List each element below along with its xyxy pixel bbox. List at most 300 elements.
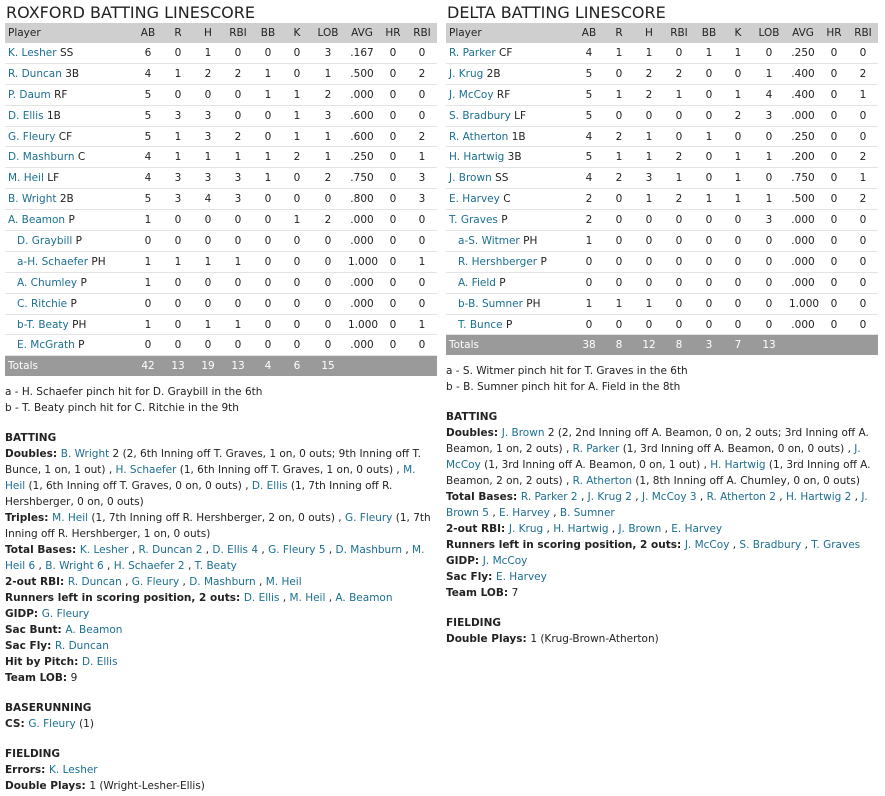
stat-cell: 0 — [604, 231, 634, 252]
player-link[interactable]: a-H. Schaefer — [17, 255, 89, 268]
table-row — [5, 231, 437, 252]
player-link[interactable]: B. Wright 6 — [45, 560, 104, 573]
stat-cell: 1 — [634, 293, 664, 314]
player-link[interactable]: D. Ellis — [251, 480, 288, 493]
stat-text: , — [631, 491, 642, 504]
player-link[interactable]: G. Fleury 5 — [268, 544, 326, 557]
stat-cell: 0 — [253, 43, 283, 63]
stat-cell: 1 — [634, 147, 664, 168]
player-cell — [5, 231, 133, 252]
stat-text: , — [184, 560, 195, 573]
player-link[interactable]: R. Duncan — [67, 576, 122, 589]
player-link[interactable]: R. Hershberger — [458, 255, 538, 268]
player-link[interactable]: J. McCoy — [449, 88, 494, 101]
player-link[interactable]: E. Harvey — [449, 193, 500, 206]
stat-cell: 1 — [604, 84, 634, 105]
stat-cell: 3 — [223, 168, 253, 189]
player-position: P — [70, 297, 77, 310]
player-link[interactable]: E. McGrath — [17, 339, 75, 352]
stat-text: (1) — [75, 718, 94, 731]
stat-cell: 0 — [694, 105, 724, 126]
stat-cell: .000 — [345, 272, 379, 293]
stat-cell: .400 — [786, 84, 820, 105]
player-link[interactable]: S. Bradbury — [739, 539, 802, 552]
player-link[interactable]: R. Duncan 2 — [138, 544, 203, 557]
stat-cell: 0 — [407, 105, 437, 126]
stat-cell: 0 — [848, 231, 878, 252]
delta-stat-sections — [446, 409, 878, 647]
player-link[interactable]: b-T. Beaty — [17, 318, 69, 331]
stat-cell: 0 — [379, 189, 407, 210]
stat-cell: 0 — [694, 272, 724, 293]
stat-cell: 2 — [604, 126, 634, 147]
player-link[interactable]: R. Duncan — [8, 67, 62, 80]
stat-cell: 1 — [193, 314, 223, 335]
player-cell — [446, 43, 574, 63]
player-link[interactable]: H. Schaefer 2 — [113, 560, 185, 573]
stat-text: , — [255, 576, 266, 589]
player-link[interactable]: J. McCoy — [684, 539, 730, 552]
player-cell — [5, 147, 133, 168]
stat-cell: .500 — [786, 189, 820, 210]
player-position: C — [503, 193, 511, 206]
player-link[interactable]: B. Sumner — [559, 507, 615, 520]
stat-cell: 1 — [163, 251, 193, 272]
stat-cell: 0 — [634, 314, 664, 335]
player-link[interactable]: A. Beamon — [335, 592, 393, 605]
player-link[interactable]: A. Chumley — [17, 276, 78, 289]
stat-cell: 0 — [253, 335, 283, 356]
stat-text: (1, 3rd Inning off A. Beamon, 2 on, 2 outs) , — [446, 459, 871, 488]
stat-line — [5, 762, 437, 778]
stat-cell: 0 — [223, 293, 253, 314]
stat-cell: 4 — [752, 84, 786, 105]
stat-cell: .000 — [786, 314, 820, 335]
stat-cell: 0 — [193, 335, 223, 356]
stat-cell: 0 — [407, 43, 437, 63]
stat-cell: 0 — [848, 210, 878, 231]
stat-cell: 0 — [604, 272, 634, 293]
stat-cell: 1 — [311, 147, 345, 168]
player-link[interactable]: K. Lesher — [79, 544, 129, 557]
stat-cell: 2 — [664, 63, 694, 84]
stat-cell: 1 — [283, 210, 311, 231]
stat-cell: 0 — [724, 293, 752, 314]
stat-text: , — [549, 507, 560, 520]
stat-line — [5, 670, 437, 686]
player-position: P — [78, 339, 85, 352]
stat-cell: 1 — [604, 293, 634, 314]
stat-cell: 2 — [664, 147, 694, 168]
stat-cell: 1 — [223, 314, 253, 335]
player-link[interactable]: A. Beamon — [65, 624, 123, 637]
stat-cell: 0 — [163, 43, 193, 63]
stat-cell: .500 — [345, 63, 379, 84]
player-link[interactable]: T. Bunce — [458, 318, 503, 331]
stat-text: , — [402, 544, 413, 557]
column-header: AVG — [792, 27, 814, 39]
stat-cell: 0 — [664, 272, 694, 293]
stat-cell: 0 — [694, 314, 724, 335]
player-link[interactable]: E. Harvey — [496, 571, 547, 584]
stat-cell: 0 — [311, 189, 345, 210]
player-position: 3B — [507, 151, 522, 164]
stat-cell: 0 — [283, 335, 311, 356]
column-header: H — [204, 27, 212, 39]
stat-cell: 0 — [163, 314, 193, 335]
stat-cell: 5 — [133, 126, 163, 147]
stat-cell: 0 — [253, 189, 283, 210]
stat-cell: 0 — [604, 251, 634, 272]
player-position: 2B — [486, 67, 501, 80]
player-link[interactable]: R. Parker 2 — [520, 491, 578, 504]
stat-cell: 3 — [407, 168, 437, 189]
player-link[interactable]: M. Heil 6 — [5, 544, 425, 573]
player-link[interactable]: J. Krug — [449, 67, 484, 80]
totals-cell — [345, 356, 379, 376]
stat-cell: 0 — [848, 293, 878, 314]
stat-cell: 0 — [311, 335, 345, 356]
totals-cell — [379, 356, 407, 376]
stat-text: , — [851, 491, 862, 504]
player-link[interactable]: S. Bradbury — [449, 109, 511, 122]
stat-text: (1, 7th Inning off R. Hershberger, 0 on, 0 outs) — [5, 480, 393, 509]
player-link[interactable]: T. Graves — [449, 214, 498, 227]
stat-text: , — [661, 523, 672, 536]
player-link[interactable]: R. Parker — [449, 46, 496, 59]
player-link[interactable]: J. Krug 2 — [587, 491, 632, 504]
totals-row — [5, 356, 437, 376]
player-link[interactable]: J. Brown 5 — [446, 491, 868, 520]
stat-cell: 0 — [820, 251, 848, 272]
stat-cell: 2 — [848, 147, 878, 168]
delta-column — [446, 0, 878, 647]
stat-cell: 0 — [664, 251, 694, 272]
table-header-row — [446, 23, 878, 43]
stat-cell: 1 — [724, 168, 752, 189]
stat-cell: 0 — [724, 63, 752, 84]
player-link[interactable]: A. Field — [458, 276, 496, 289]
stat-cell: 2 — [574, 210, 604, 231]
stat-cell: 2 — [634, 84, 664, 105]
player-link[interactable]: b-B. Sumner — [458, 297, 523, 310]
player-position: P — [75, 234, 82, 247]
stat-cell: 0 — [604, 189, 634, 210]
player-link[interactable]: D. Ellis — [8, 109, 44, 122]
player-link[interactable]: G. Fleury — [8, 130, 56, 143]
player-link[interactable]: T. Graves — [811, 539, 861, 552]
section-heading: FIELDING — [5, 748, 60, 761]
stat-cell: 0 — [253, 272, 283, 293]
player-cell — [446, 84, 574, 105]
player-link[interactable]: M. Heil — [289, 592, 326, 605]
stat-cell: 1 — [752, 63, 786, 84]
stat-cell: 2 — [283, 147, 311, 168]
table-row — [5, 272, 437, 293]
player-link[interactable]: G. Fleury — [344, 512, 393, 525]
stat-line — [446, 569, 878, 585]
stat-cell: 1 — [634, 126, 664, 147]
stat-cell: 0 — [820, 231, 848, 252]
stat-cell: 1.000 — [345, 251, 379, 272]
stat-line — [446, 489, 878, 521]
player-link[interactable]: H. Hartwig 2 — [785, 491, 852, 504]
stat-cell: 3 — [311, 105, 345, 126]
totals-cell: 38 — [574, 335, 604, 355]
stat-cell: 0 — [311, 293, 345, 314]
stat-cell: 2 — [311, 168, 345, 189]
stat-label: Triples: — [5, 512, 53, 525]
player-link[interactable]: J. McCoy — [482, 555, 528, 568]
totals-cell: 13 — [163, 356, 193, 376]
stat-text: , — [801, 539, 812, 552]
player-position: RF — [54, 88, 68, 101]
player-link[interactable]: D. Ellis 4 — [212, 544, 259, 557]
stat-cell: 0 — [604, 210, 634, 231]
player-link[interactable]: C. Ritchie — [17, 297, 68, 310]
stat-cell: 0 — [223, 231, 253, 252]
player-link[interactable]: J. Krug — [508, 523, 544, 536]
stat-cell: 0 — [407, 84, 437, 105]
stat-cell: 1 — [133, 251, 163, 272]
player-link[interactable]: M. Heil — [8, 172, 44, 185]
player-position: SS — [495, 172, 509, 185]
player-link[interactable]: R. Atherton — [572, 475, 632, 488]
player-cell — [446, 105, 574, 126]
totals-cell — [820, 335, 848, 355]
stat-cell: 5 — [574, 63, 604, 84]
stat-cell: 0 — [820, 168, 848, 189]
column-header: R — [615, 27, 623, 39]
column-header: RBI — [413, 27, 431, 39]
stat-cell: 0 — [283, 231, 311, 252]
player-link[interactable]: J. McCoy — [446, 443, 861, 472]
player-link[interactable]: H. Hartwig — [710, 459, 766, 472]
player-link[interactable]: T. Beaty — [194, 560, 237, 573]
player-cell — [5, 168, 133, 189]
stat-line — [5, 638, 437, 654]
stat-cell: 5 — [574, 105, 604, 126]
stat-cell: 0 — [193, 84, 223, 105]
stat-cell: 3 — [163, 168, 193, 189]
stat-cell: 1 — [283, 84, 311, 105]
stat-cell: 0 — [694, 84, 724, 105]
stat-cell: 1 — [193, 43, 223, 63]
stat-cell: 0 — [848, 105, 878, 126]
stat-text: , — [279, 592, 290, 605]
totals-cell — [848, 335, 878, 355]
player-link[interactable]: D. Mashburn — [8, 151, 75, 164]
column-header: H — [645, 27, 653, 39]
stat-cell: 3 — [193, 126, 223, 147]
stat-cell: 1 — [694, 126, 724, 147]
player-position: PH — [72, 318, 87, 331]
player-link[interactable]: J. Brown — [449, 172, 492, 185]
column-header: AVG — [351, 27, 373, 39]
table-row — [446, 63, 878, 84]
player-link[interactable]: G. Fleury — [41, 608, 90, 621]
stat-cell: 5 — [133, 84, 163, 105]
pinch-hit-notes — [5, 384, 437, 416]
player-link[interactable]: R. Atherton — [449, 130, 509, 143]
player-position: P — [540, 255, 547, 268]
stat-cell: .000 — [345, 293, 379, 314]
table-row — [446, 84, 878, 105]
stat-cell: 0 — [379, 147, 407, 168]
player-link[interactable]: D. Ellis — [243, 592, 280, 605]
stat-cell: 0 — [724, 210, 752, 231]
player-link[interactable]: R. Duncan — [55, 640, 109, 653]
stat-cell: 2 — [193, 63, 223, 84]
stat-cell: 0 — [694, 210, 724, 231]
stat-text: , — [179, 576, 190, 589]
totals-cell: 42 — [133, 356, 163, 376]
totals-cell: 8 — [604, 335, 634, 355]
stat-cell: 2 — [407, 63, 437, 84]
stat-cell: .000 — [345, 210, 379, 231]
player-link[interactable]: R. Atherton 2 — [706, 491, 776, 504]
player-link[interactable]: K. Lesher — [8, 46, 57, 59]
stat-cell: 3 — [163, 105, 193, 126]
player-link[interactable]: D. Ellis — [81, 656, 118, 669]
player-link[interactable]: H. Hartwig — [449, 151, 505, 164]
stat-text: , — [543, 523, 554, 536]
table-row — [5, 63, 437, 84]
stat-text: , — [608, 523, 619, 536]
player-link[interactable]: a-S. Witmer — [458, 234, 520, 247]
player-link[interactable]: D. Mashburn — [189, 576, 256, 589]
roxford-linescore-title: ROXFORD BATTING LINESCORE — [6, 3, 255, 22]
stat-cell: 1 — [133, 314, 163, 335]
stat-cell: 0 — [193, 293, 223, 314]
player-position: P — [68, 214, 75, 227]
stat-cell: 1 — [133, 272, 163, 293]
stat-cell: 1 — [311, 63, 345, 84]
pinch-note: b - B. Sumner pinch hit for A. Field in the 8th — [446, 381, 681, 394]
stat-cell: .250 — [786, 126, 820, 147]
stat-cell: 2 — [604, 168, 634, 189]
stat-text: , — [258, 544, 269, 557]
stat-label: Sac Fly: — [5, 640, 55, 653]
stat-label: Doubles: — [446, 427, 502, 440]
stat-line — [5, 622, 437, 638]
stat-cell: 1 — [253, 84, 283, 105]
stat-cell: 3 — [163, 189, 193, 210]
column-header: BB — [701, 27, 717, 39]
table-row — [5, 43, 437, 63]
stat-label: Team LOB: — [446, 587, 512, 600]
stat-cell: 1 — [163, 126, 193, 147]
stat-cell: 0 — [724, 251, 752, 272]
stat-cell: 0 — [752, 314, 786, 335]
stat-text: 1 (Wright-Lesher-Ellis) — [89, 780, 205, 793]
table-row — [446, 43, 878, 63]
stat-cell: 2 — [311, 84, 345, 105]
section-heading: BATTING — [446, 411, 498, 424]
player-link[interactable]: M. Heil — [5, 464, 416, 493]
stat-text: (1, 6th Inning off T. Graves, 0 on, 0 outs) , — [25, 480, 252, 493]
stat-line — [5, 778, 437, 794]
stat-cell: 0 — [163, 293, 193, 314]
stat-cell: 3 — [407, 189, 437, 210]
player-link[interactable]: J. Brown — [618, 523, 662, 536]
player-link[interactable]: K. Lesher — [49, 764, 98, 777]
player-cell — [5, 105, 133, 126]
totals-label: Totals — [446, 335, 574, 355]
stat-cell: 0 — [724, 272, 752, 293]
stat-cell: 0 — [283, 251, 311, 272]
table-row — [446, 210, 878, 231]
stat-cell: .750 — [345, 168, 379, 189]
player-link[interactable]: A. Beamon — [8, 214, 66, 227]
player-link[interactable]: J. McCoy 3 — [641, 491, 697, 504]
stat-cell: 1.000 — [786, 293, 820, 314]
table-row — [446, 231, 878, 252]
player-cell — [5, 272, 133, 293]
player-position: PH — [91, 255, 106, 268]
table-row — [446, 314, 878, 335]
stat-text: , — [103, 560, 114, 573]
totals-cell: 13 — [223, 356, 253, 376]
stat-cell: 0 — [664, 210, 694, 231]
stat-text: (1, 7th Inning off R. Hershberger, 2 on, 0 outs) , — [88, 512, 345, 525]
player-cell — [446, 147, 574, 168]
player-link[interactable]: J. Brown — [501, 427, 545, 440]
player-link[interactable]: B. Wright — [8, 193, 57, 206]
stat-text: (1, 8th Inning off A. Chumley, 0 on, 0 outs) — [632, 475, 860, 488]
stat-cell: 1 — [223, 251, 253, 272]
stat-cell: 4 — [574, 43, 604, 63]
table-row — [5, 147, 437, 168]
stat-cell: 0 — [848, 43, 878, 63]
table-row — [5, 314, 437, 335]
stat-label: 2-out RBI: — [446, 523, 509, 536]
stat-cell: 0 — [820, 189, 848, 210]
stat-line — [5, 590, 437, 606]
player-link[interactable]: M. Heil — [265, 576, 302, 589]
totals-cell: 4 — [253, 356, 283, 376]
player-link[interactable]: G. Fleury — [28, 718, 76, 731]
player-link[interactable]: B. Wright — [60, 448, 110, 461]
stat-cell: 0 — [407, 231, 437, 252]
stat-cell: .000 — [786, 210, 820, 231]
player-cell — [446, 210, 574, 231]
stat-cell: 1 — [283, 126, 311, 147]
player-cell — [5, 126, 133, 147]
player-cell — [5, 84, 133, 105]
player-link[interactable]: P. Daum — [8, 88, 51, 101]
delta-batting-table — [446, 23, 878, 355]
player-link[interactable]: E. Harvey — [499, 507, 550, 520]
stat-cell: 4 — [574, 126, 604, 147]
player-link[interactable]: R. Parker — [572, 443, 620, 456]
player-link[interactable]: D. Mashburn — [335, 544, 403, 557]
stat-cell: 0 — [223, 272, 253, 293]
stat-label: Doubles: — [5, 448, 61, 461]
stat-label: GIDP: — [5, 608, 42, 621]
player-link[interactable]: E. Harvey — [671, 523, 723, 536]
player-link[interactable]: H. Schaefer — [115, 464, 177, 477]
stat-cell: 0 — [604, 105, 634, 126]
stat-cell: 5 — [133, 189, 163, 210]
stat-label: Runners left in scoring position, 2 outs: — [5, 592, 244, 605]
player-link[interactable]: M. Heil — [52, 512, 89, 525]
player-link[interactable]: D. Graybill — [17, 234, 73, 247]
player-link[interactable]: G. Fleury — [131, 576, 180, 589]
stat-cell: 0 — [407, 335, 437, 356]
section-heading: FIELDING — [446, 617, 501, 630]
player-link[interactable]: H. Hartwig — [553, 523, 609, 536]
